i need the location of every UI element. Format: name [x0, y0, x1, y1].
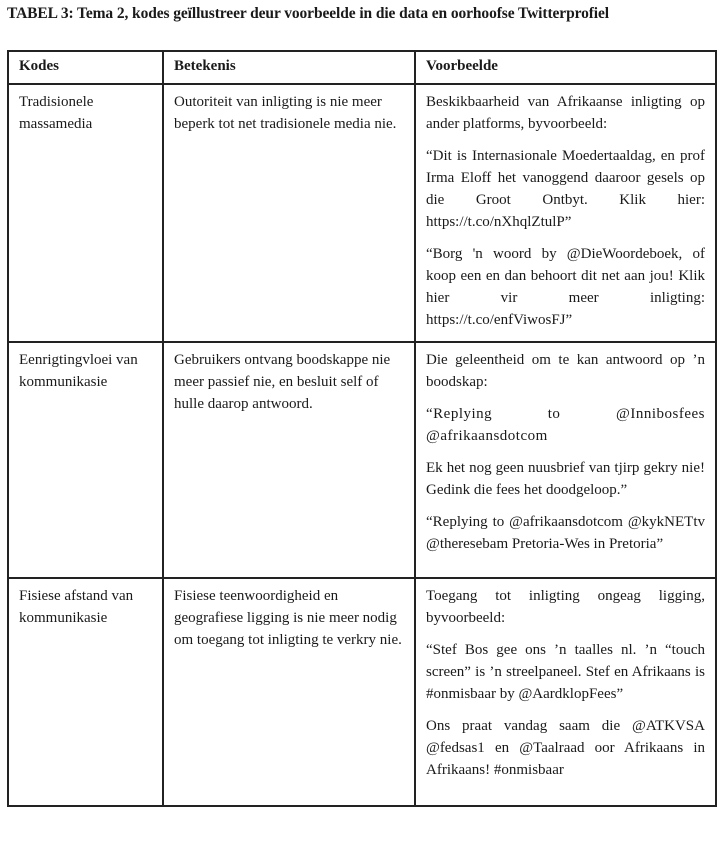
example-text: Die geleentheid om te kan antwoord op ’n boodskap:	[426, 352, 705, 390]
voorbeelde-cell	[415, 578, 716, 806]
column-header-kodes: Kodes	[8, 51, 163, 84]
betekenis-cell: Outoriteit van inligting is nie meer beperk tot net tradisionele media nie.	[163, 84, 415, 342]
table-header-row	[8, 51, 716, 84]
voorbeelde-cell	[415, 342, 716, 578]
kode-cell: Eenrigtingvloei van kommunikasie	[8, 342, 163, 578]
table-row	[8, 84, 716, 342]
kode-cell: Fisiese afstand van kommunikasie	[8, 578, 163, 806]
example-tweet: “Stef Bos gee ons ’n taalles nl. ’n “touch screen” is ’n streelpaneel. Stef en Afrikaans is #onmisbaar by @AardklopFees”	[426, 642, 705, 702]
column-header-betekenis: Betekenis	[163, 51, 415, 84]
table-caption: TABEL 3: Tema 2, kodes geïllustreer deur voorbeelde in die data en oorhoofse Twitterprofiel	[7, 5, 609, 22]
example-tweet: “Borg 'n woord by @DieWoordeboek, of koop een en dan behoort dit net aan jou! Klik hier vir meer inligting: https://t.co/enfViwosFJ”	[426, 246, 705, 328]
example-tweet: Ek het nog geen nuusbrief van tjirp gekry nie! Gedink die fees het doodgeloop.”	[426, 460, 705, 498]
table-row	[8, 578, 716, 806]
betekenis-cell: Gebruikers ontvang boodskappe nie meer passief nie, en besluit self of hulle daarop antwoord.	[163, 342, 415, 578]
betekenis-cell: Fisiese teenwoordigheid en geografiese ligging is nie meer nodig om toegang tot inligting te verkry nie.	[163, 578, 415, 806]
example-tweet: “Dit is Internasionale Moedertaaldag, en prof Irma Eloff het vanoggend daaroor gesels op die Groot Ontbyt. Klik hier: https://t.co/nXhqlZtulP”	[426, 148, 705, 230]
column-header-voorbeelde: Voorbeelde	[415, 51, 716, 84]
table-row	[8, 342, 716, 578]
example-tweet: “Replying to @Innibosfees @afrikaansdotcom	[426, 406, 705, 444]
kode-cell: Tradisionele massamedia	[8, 84, 163, 342]
example-tweet: “Replying to @afrikaansdotcom @kykNETtv @theresebam Pretoria-Wes in Pretoria”	[426, 514, 705, 552]
example-text: Beskikbaarheid van Afrikaanse inligting op ander platforms, byvoorbeeld:	[426, 94, 705, 132]
example-tweet: Ons praat vandag saam die @ATKVSA @fedsas1 en @Taalraad oor Afrikaans in Afrikaans! #onmisbaar	[426, 718, 705, 778]
codes-table	[7, 50, 717, 807]
voorbeelde-cell	[415, 84, 716, 342]
example-text: Toegang tot inligting ongeag ligging, byvoorbeeld:	[426, 588, 705, 626]
